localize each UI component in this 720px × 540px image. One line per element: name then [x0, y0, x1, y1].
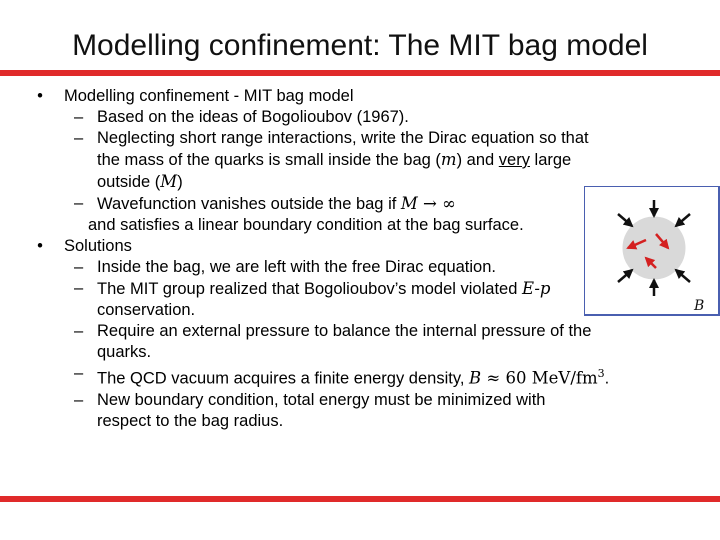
sub-bullet-wavefunction	[30, 193, 660, 215]
sub-bullet-line: New boundary condition, total energy must be minimized with	[97, 390, 546, 409]
footer-divider	[0, 496, 720, 502]
dash-marker: –	[74, 390, 84, 409]
math-E-p: E-p	[521, 279, 551, 298]
sub-bullet-qcd-vacuum	[30, 363, 660, 390]
dash-marker: –	[74, 258, 84, 276]
slide-title: Modelling confinement: The MIT bag model	[72, 29, 648, 62]
slide-body	[30, 86, 660, 432]
sub-bullet-line: Neglecting short range interactions, write the Dirac equation so that	[97, 129, 589, 147]
bag-model-figure	[584, 186, 720, 316]
sub-bullet-line: Wavefunction vanishes outside the bag if M → ∞	[97, 194, 456, 213]
math-M-to-infinity: M → ∞	[400, 194, 456, 213]
sub-bullet-text: Based on the ideas of Bogolioubov (1967).	[97, 108, 409, 126]
bullet-marker: •	[37, 237, 43, 255]
sub-bullet-line: the mass of the quarks is small inside the bag (m) and very large	[97, 150, 572, 169]
dash-marker: –	[74, 322, 84, 340]
math-B: B	[469, 368, 482, 388]
sub-bullet-line: respect to the bag radius.	[97, 411, 284, 430]
bullet-solutions	[30, 236, 660, 257]
title-divider	[0, 70, 720, 76]
sub-bullet-line: Require an external pressure to balance the internal pressure of the	[97, 322, 592, 340]
dash-marker: –	[74, 129, 84, 147]
sub-bullet-line: quarks.	[97, 343, 152, 361]
bullet-marker: •	[37, 87, 43, 105]
sub-bullet-free-dirac	[30, 257, 660, 278]
bullet-modelling	[30, 86, 660, 107]
sub-bullet-boundary	[30, 390, 660, 432]
bullet-text: Solutions	[64, 237, 132, 255]
sub-bullet-line: The MIT group realized that Bogolioubov’s model violated E-p	[97, 279, 551, 298]
sub-bullet-line: conservation.	[97, 301, 196, 319]
math-m: m	[440, 150, 457, 169]
dash-marker: –	[74, 279, 84, 297]
dash-marker: –	[74, 194, 84, 212]
sub-bullet-dirac	[30, 128, 660, 193]
math-M: M	[160, 172, 178, 191]
underlined-very: very	[498, 151, 530, 169]
sub-bullet-text: Inside the bag, we are left with the free Dirac equation.	[97, 258, 496, 276]
dash-marker: –	[74, 108, 84, 126]
sub-bullet-line: outside (M)	[97, 172, 183, 191]
sub-bullet-bogolioubov	[30, 107, 660, 128]
bullet-text: Modelling confinement - MIT bag model	[64, 87, 354, 105]
pressure-label: B	[694, 298, 705, 314]
continuation-line: and satisfies a linear boundary condition at the bag surface.	[88, 216, 524, 234]
sub-bullet-mit-group	[30, 278, 660, 321]
math-energy-density: ≈ 60 MeV/fm	[481, 368, 598, 388]
math-exponent: 3	[597, 367, 605, 380]
sub-bullet-pressure	[30, 321, 660, 363]
dash-marker: –	[74, 364, 84, 382]
sub-bullet-line: The QCD vacuum acquires a finite energy density, B ≈ 60 MeV/$fm^3$.	[97, 367, 610, 388]
